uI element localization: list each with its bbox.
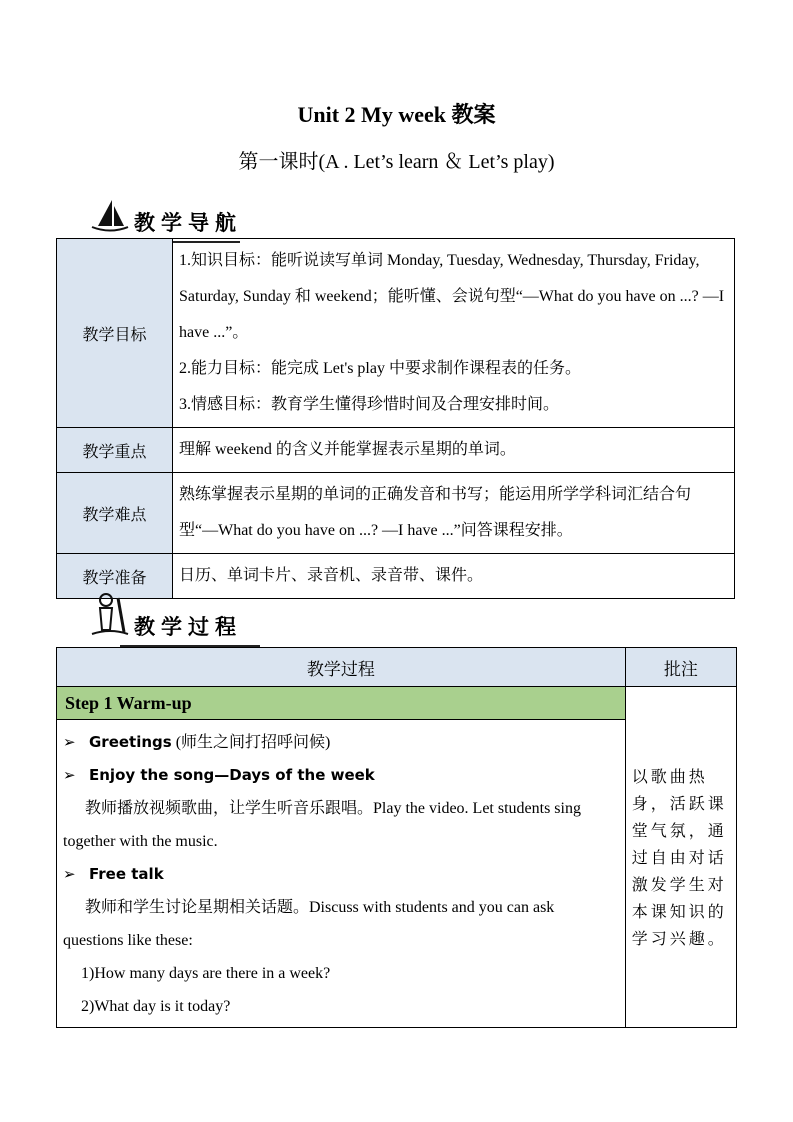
goals-table: [56, 238, 735, 599]
table-row: [57, 239, 735, 428]
table-row: [57, 473, 735, 554]
note-cell: 以歌曲热身，活跃课堂气氛，通过自由对话激发学生对本课知识的学习兴趣。: [625, 687, 736, 1028]
list-item: [63, 759, 619, 792]
row-head: 教学难点: [57, 473, 173, 554]
goal-line: 3.情感目标：教育学生懂得珍惜时间及合理安排时间。: [179, 396, 560, 413]
bullet-label: Enjoy the song—Days of the week: [89, 766, 375, 784]
section-heading-process: [90, 592, 242, 641]
step-heading: Step 1 Warm-up: [57, 687, 626, 720]
pencil-icon: [90, 592, 130, 641]
section-heading-label: 教学导航: [134, 211, 242, 235]
row-body: 理解 weekend 的含义并能掌握表示星期的单词。: [173, 428, 735, 473]
bullet-label: Free talk: [89, 865, 164, 883]
document-title: Unit 2 My week 教案: [297, 102, 496, 127]
step-content: [57, 720, 626, 1028]
row-body: 日历、单词卡片、录音机、录音带、课件。: [173, 554, 735, 599]
row-head: 教学重点: [57, 428, 173, 473]
arrow-bullet-icon: ➢: [63, 733, 76, 751]
process-table: [56, 647, 737, 1028]
row-body: [173, 239, 735, 428]
arrow-bullet-icon: ➢: [63, 766, 76, 784]
row-body: 熟练掌握表示星期的单词的正确发音和书写；能运用所学学科词汇结合句型“—What do you have on ...? —I have ...”问答课程安排。: [173, 473, 735, 554]
question-line: 1)How many days are there in a week?: [81, 965, 331, 982]
sailboat-icon: [90, 196, 130, 237]
column-header-process: 教学过程: [57, 648, 626, 687]
goal-line: 1.知识目标：能听说读写单词 Monday, Tuesday, Wednesday, Thursday, Friday, Saturday, Sunday 和 weekend；能听懂、会说句型“—What do you have on ...? —I have ...”。: [179, 252, 725, 341]
bullet-note: (师生之间打招呼问候): [171, 734, 331, 751]
bullet-label: Greetings: [89, 733, 172, 751]
document-subtitle: 第一课时(A . Let’s learn ＆ Let’s play): [238, 151, 555, 173]
table-row: [57, 687, 737, 720]
row-head: 教学目标: [57, 239, 173, 428]
table-row: [57, 428, 735, 473]
section-heading-navigation: [90, 196, 242, 237]
arrow-bullet-icon: ➢: [63, 865, 76, 883]
list-item: [63, 858, 619, 891]
row-head: 教学准备: [57, 554, 173, 599]
paragraph: 教师和学生讨论星期相关话题。Discuss with students and you can ask questions like these:: [63, 899, 555, 949]
question-line: 2)What day is it today?: [81, 998, 231, 1015]
table-header-row: [57, 648, 737, 687]
list-item: [63, 726, 619, 759]
section-heading-label: 教学过程: [134, 615, 242, 639]
column-header-notes: 批注: [625, 648, 736, 687]
paragraph: 教师播放视频歌曲，让学生听音乐跟唱。Play the video. Let students sing together with the music.: [63, 800, 581, 850]
goal-line: 2.能力目标：能完成 Let's play 中要求制作课程表的任务。: [179, 360, 581, 377]
